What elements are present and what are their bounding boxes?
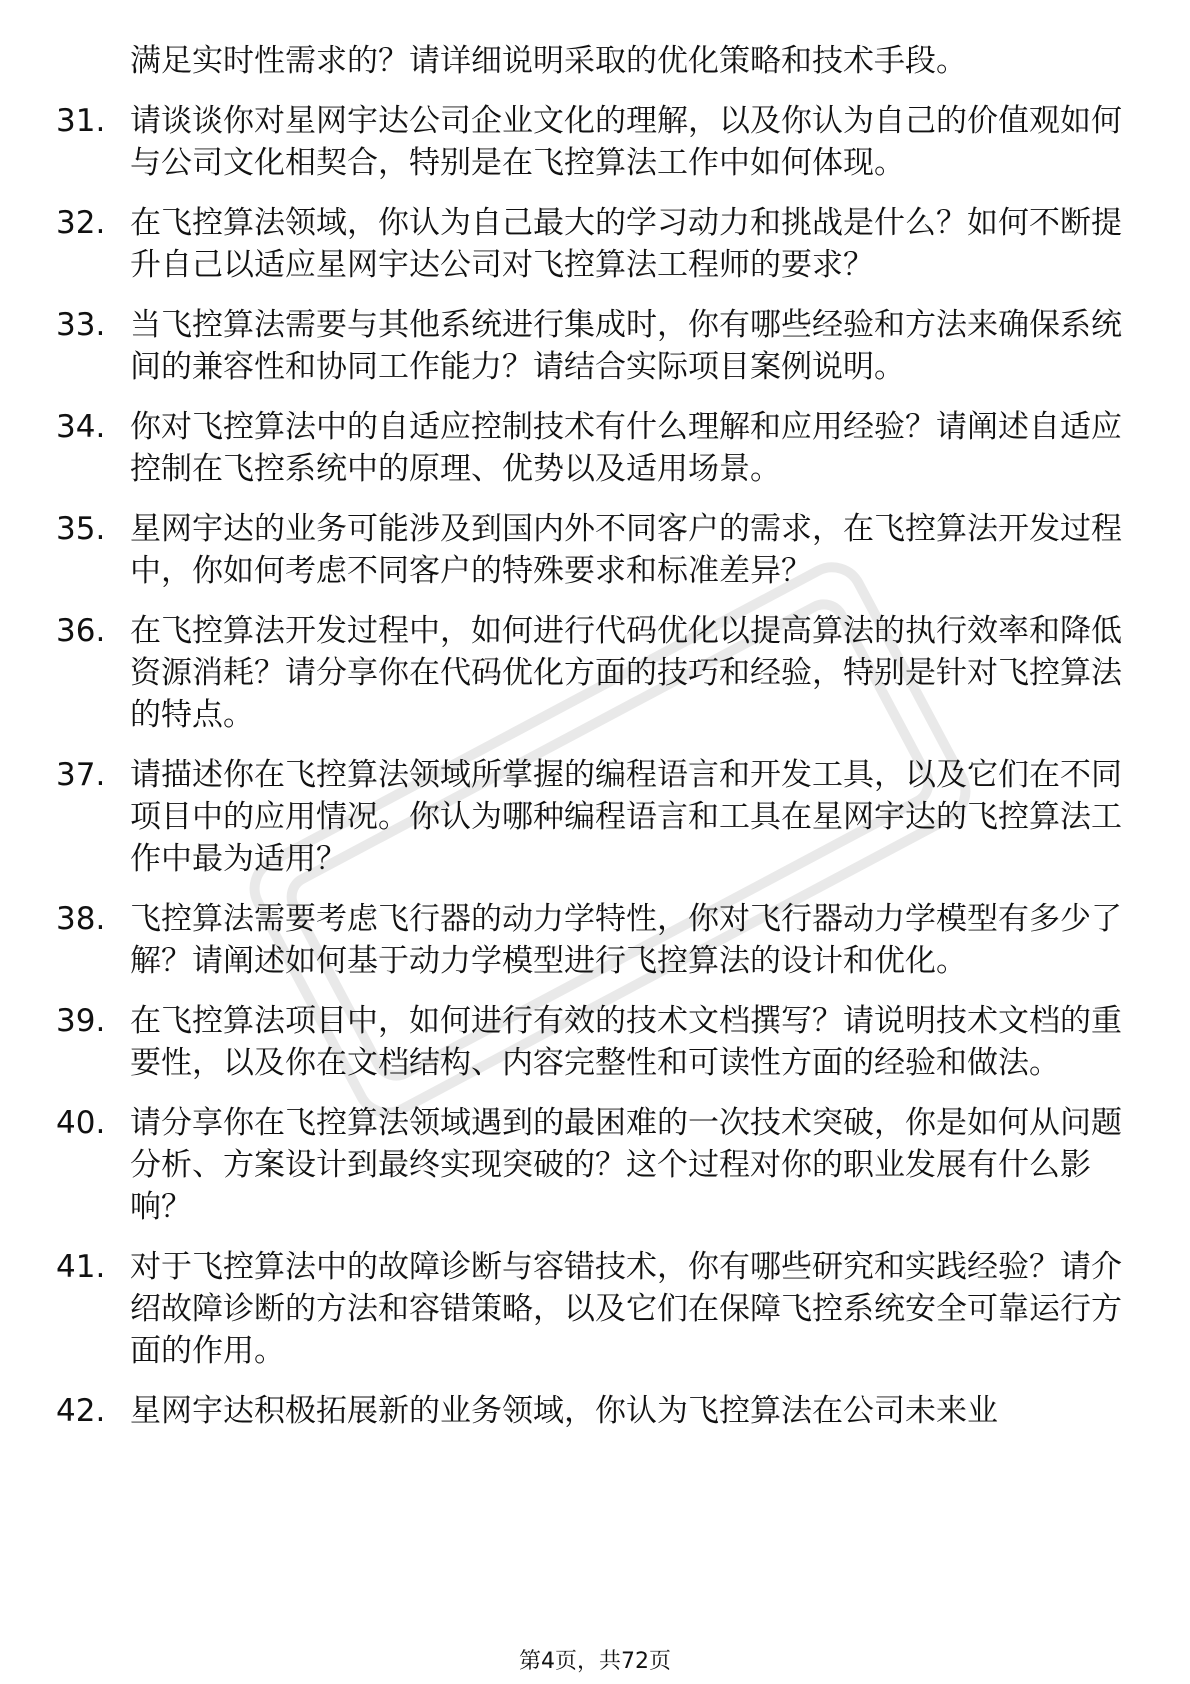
question-number: 39. — [56, 1003, 106, 1039]
question-text: 在飞控算法项目中，如何进行有效的技术文档撰写？请说明技术文档的重要性，以及你在文档结构、内容完整性和可读性方面的经验和做法。 — [130, 1003, 1122, 1081]
question-number: 32. — [56, 205, 106, 241]
list-item — [56, 754, 1136, 880]
question-number: 31. — [56, 103, 106, 139]
question-number: 40. — [56, 1105, 106, 1141]
question-list — [56, 40, 1136, 1450]
question-number: 35. — [56, 511, 106, 547]
question-number: 41. — [56, 1249, 106, 1285]
question-number: 33. — [56, 307, 106, 343]
question-number: 36. — [56, 613, 106, 649]
page-footer: 第4页，共72页 — [519, 1649, 671, 1674]
question-text: 请描述你在飞控算法领域所掌握的编程语言和开发工具，以及它们在不同项目中的应用情况。你认为哪种编程语言和工具在星网宇达的飞控算法工作中最为适用？ — [130, 757, 1122, 877]
list-item — [56, 508, 1136, 592]
list-item — [56, 610, 1136, 736]
question-text: 请分享你在飞控算法领域遇到的最困难的一次技术突破，你是如何从问题分析、方案设计到最终实现突破的？这个过程对你的职业发展有什么影响？ — [130, 1105, 1122, 1225]
question-text: 当飞控算法需要与其他系统进行集成时，你有哪些经验和方法来确保系统间的兼容性和协同工作能力？请结合实际项目案例说明。 — [130, 307, 1122, 385]
question-number: 38. — [56, 901, 106, 937]
question-text: 在飞控算法开发过程中，如何进行代码优化以提高算法的执行效率和降低资源消耗？请分享你在代码优化方面的技巧和经验，特别是针对飞控算法的特点。 — [130, 613, 1122, 733]
list-item — [56, 898, 1136, 982]
list-item — [56, 406, 1136, 490]
question-text: 星网宇达积极拓展新的业务领域，你认为飞控算法在公司未来业 — [130, 1393, 998, 1429]
question-text: 星网宇达的业务可能涉及到国内外不同客户的需求，在飞控算法开发过程中，你如何考虑不同客户的特殊要求和标准差异？ — [130, 511, 1122, 589]
list-item — [56, 1390, 1136, 1432]
question-text: 对于飞控算法中的故障诊断与容错技术，你有哪些研究和实践经验？请介绍故障诊断的方法和容错策略，以及它们在保障飞控系统安全可靠运行方面的作用。 — [130, 1249, 1122, 1369]
question-text: 飞控算法需要考虑飞行器的动力学特性，你对飞行器动力学模型有多少了解？请阐述如何基于动力学模型进行飞控算法的设计和优化。 — [130, 901, 1122, 979]
question-text: 请谈谈你对星网宇达公司企业文化的理解，以及你认为自己的价值观如何与公司文化相契合，特别是在飞控算法工作中如何体现。 — [130, 103, 1122, 181]
question-number: 34. — [56, 409, 106, 445]
question-text: 在飞控算法领域，你认为自己最大的学习动力和挑战是什么？如何不断提升自己以适应星网宇达公司对飞控算法工程师的要求？ — [130, 205, 1122, 283]
continued-question-text: 满足实时性需求的？请详细说明采取的优化策略和技术手段。 — [130, 43, 967, 79]
list-item — [56, 1000, 1136, 1084]
list-item — [56, 100, 1136, 184]
list-item — [56, 202, 1136, 286]
question-number: 37. — [56, 757, 106, 793]
question-text: 你对飞控算法中的自适应控制技术有什么理解和应用经验？请阐述自适应控制在飞控系统中的原理、优势以及适用场景。 — [130, 409, 1122, 487]
list-item — [56, 1102, 1136, 1228]
list-item — [56, 1246, 1136, 1372]
question-number: 42. — [56, 1393, 106, 1429]
list-item — [56, 304, 1136, 388]
